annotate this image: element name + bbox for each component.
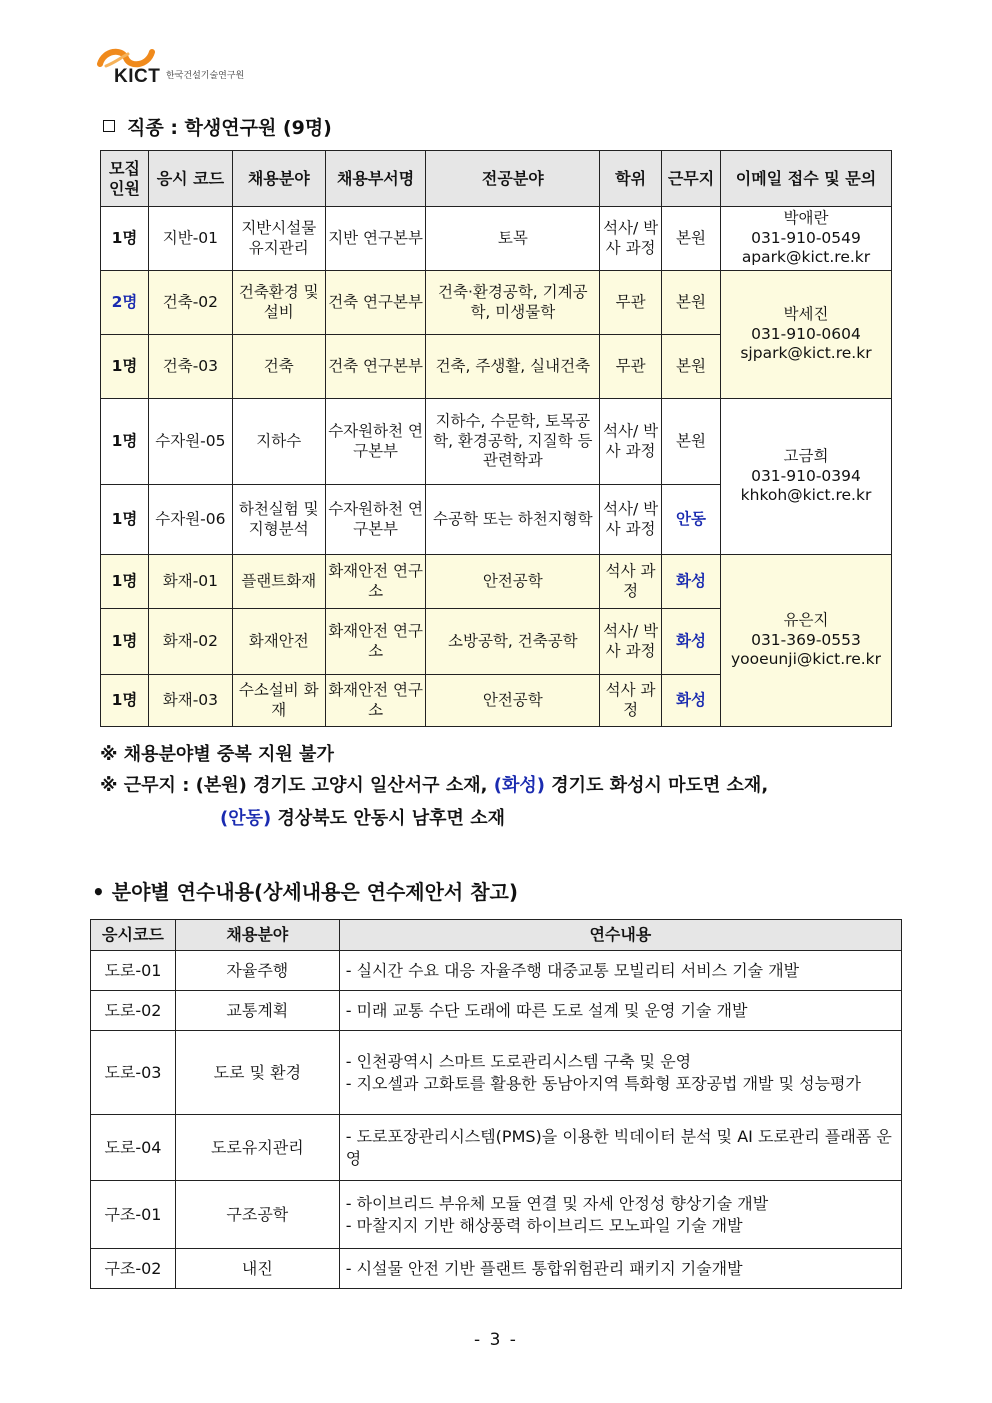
major-cell: 안전공학 <box>426 555 600 609</box>
table-header-row <box>91 920 902 951</box>
square-bullet-icon <box>103 120 115 132</box>
contact-email[interactable]: khkoh@kict.re.kr <box>740 486 872 505</box>
code-cell: 화재-01 <box>148 555 232 609</box>
place-cell: 화성 <box>662 675 721 727</box>
desc-cell <box>339 1031 901 1115</box>
major-cell: 안전공학 <box>426 675 600 727</box>
desc-item: - 도로포장관리시스템(PMS)을 이용한 빅데이터 분석 및 AI 도로관리 플래폼 운영 <box>345 1126 892 1168</box>
table-row <box>101 207 892 271</box>
field-cell: 건축환경 및 설비 <box>232 271 325 335</box>
desc-item: - 시설물 안전 기반 플랜트 통합위험관리 패키지 기술개발 <box>345 1258 743 1278</box>
dept-cell: 화재안전 연구소 <box>325 675 426 727</box>
field-cell: 건축 <box>232 335 325 399</box>
col-header: 이메일 접수 및 문의 <box>720 151 891 207</box>
contact-cell <box>720 399 891 555</box>
col-header: 전공분야 <box>426 151 600 207</box>
table-row <box>91 991 902 1031</box>
place-cell: 본원 <box>662 399 721 485</box>
place-cell: 본원 <box>662 271 721 335</box>
col-header: 모집 인원 <box>101 151 149 207</box>
field-cell: 도로유지관리 <box>175 1115 339 1181</box>
table-row <box>91 1115 902 1181</box>
code-cell: 화재-03 <box>148 675 232 727</box>
dept-cell: 화재안전 연구소 <box>325 555 426 609</box>
note-1: ※ 채용분야별 중복 지원 불가 <box>100 744 334 765</box>
field-cell: 지하수 <box>232 399 325 485</box>
code-cell: 지반-01 <box>148 207 232 271</box>
table-row <box>101 271 892 335</box>
code-cell: 구조-02 <box>91 1249 176 1289</box>
contact-name: 고금희 <box>783 447 829 466</box>
bullet-dot-icon: • <box>92 880 112 904</box>
major-cell: 수공학 또는 하천지형학 <box>426 485 600 555</box>
major-cell: 지하수, 수문학, 토목공학, 환경공학, 지질학 등 관련학과 <box>426 399 600 485</box>
desc-item: - 미래 교통 수단 도래에 따른 도로 설계 및 운영 기술 개발 <box>345 1000 748 1020</box>
note-3: (안동) 경상북도 안동시 남후면 소재 <box>220 808 505 829</box>
kict-logo <box>96 44 296 87</box>
degree-cell: 석사/ 박사 과정 <box>600 485 662 555</box>
desc-item: - 마찰지지 기반 해상풍력 하이브리드 모노파일 기술 개발 <box>345 1215 743 1235</box>
field-cell: 구조공학 <box>175 1181 339 1249</box>
contact-email[interactable]: yooeunji@kict.re.kr <box>730 650 882 669</box>
table-row <box>91 951 902 991</box>
table-row <box>91 1181 902 1249</box>
count-cell: 1명 <box>101 555 149 609</box>
desc-item: - 인천광역시 스마트 도로관리시스템 구축 및 운영 <box>345 1051 692 1071</box>
section1-title: 직종 : 학생연구원 (9명) <box>103 113 332 140</box>
desc-cell <box>339 951 901 991</box>
field-cell: 내진 <box>175 1249 339 1289</box>
dept-cell: 건축 연구본부 <box>325 271 426 335</box>
degree-cell: 석사/ 박사 과정 <box>600 399 662 485</box>
code-cell: 건축-02 <box>148 271 232 335</box>
degree-cell: 무관 <box>600 271 662 335</box>
place-cell: 화성 <box>662 555 721 609</box>
place-cell: 본원 <box>662 335 721 399</box>
code-cell: 건축-03 <box>148 335 232 399</box>
dept-cell: 지반 연구본부 <box>325 207 426 271</box>
section2-title: • 분야별 연수내용(상세내용은 연수제안서 참고) <box>92 880 518 904</box>
field-cell: 수소설비 화재 <box>232 675 325 727</box>
degree-cell: 석사 과정 <box>600 675 662 727</box>
degree-cell: 석사 과정 <box>600 555 662 609</box>
org-name: 한국건설기술연구원 <box>166 71 245 81</box>
table-row <box>101 399 892 485</box>
degree-cell: 석사/ 박사 과정 <box>600 609 662 675</box>
contact-phone: 031-910-0604 <box>751 324 861 343</box>
note-2: ※ 근무지 : (본원) 경기도 고양시 일산서구 소재, (화성) 경기도 화성시 마도면 소재, <box>100 775 769 796</box>
place-cell: 안동 <box>662 485 721 555</box>
count-cell: 1명 <box>101 675 149 727</box>
count-cell: 2명 <box>101 271 149 335</box>
code-cell: 수자원-06 <box>148 485 232 555</box>
desc-cell <box>339 1115 901 1181</box>
field-cell: 플랜트화재 <box>232 555 325 609</box>
major-cell: 토목 <box>426 207 600 271</box>
desc-item: - 실시간 수요 대응 자율주행 대중교통 모빌리티 서비스 기술 개발 <box>345 960 800 980</box>
col-header: 응시코드 <box>91 920 176 951</box>
field-cell: 자율주행 <box>175 951 339 991</box>
contact-cell <box>720 555 891 727</box>
place-cell: 본원 <box>662 207 721 271</box>
contact-email[interactable]: sjpark@kict.re.kr <box>740 344 872 363</box>
count-cell: 1명 <box>101 485 149 555</box>
code-cell: 도로-02 <box>91 991 176 1031</box>
dept-cell: 수자원하천 연구본부 <box>325 399 426 485</box>
training-table <box>90 919 902 1289</box>
dept-cell: 건축 연구본부 <box>325 335 426 399</box>
count-cell: 1명 <box>101 207 149 271</box>
field-cell: 하천실험 및 지형분석 <box>232 485 325 555</box>
code-cell: 화재-02 <box>148 609 232 675</box>
desc-item: - 지오셀과 고화토를 활용한 동남아지역 특화형 포장공법 개발 및 성능평가 <box>345 1073 861 1093</box>
col-header: 채용분야 <box>232 151 325 207</box>
contact-name: 박애란 <box>783 209 829 228</box>
contact-cell <box>720 271 891 399</box>
page-number: - 3 - <box>474 1330 518 1350</box>
contact-name: 유은지 <box>783 611 829 630</box>
desc-cell <box>339 991 901 1031</box>
table-row <box>91 1249 902 1289</box>
recruit-table <box>100 150 892 727</box>
logo-text: KICT <box>114 66 161 87</box>
table-row <box>101 555 892 609</box>
dept-cell: 수자원하천 연구본부 <box>325 485 426 555</box>
field-cell: 도로 및 환경 <box>175 1031 339 1115</box>
col-header: 응시 코드 <box>148 151 232 207</box>
contact-phone: 031-369-0553 <box>751 630 861 649</box>
code-cell: 도로-03 <box>91 1031 176 1115</box>
field-cell: 교통계획 <box>175 991 339 1031</box>
degree-cell: 석사/ 박사 과정 <box>600 207 662 271</box>
desc-cell <box>339 1181 901 1249</box>
dept-cell: 화재안전 연구소 <box>325 609 426 675</box>
code-cell: 구조-01 <box>91 1181 176 1249</box>
table-header-row <box>101 151 892 207</box>
desc-item: - 하이브리드 부유체 모듈 연결 및 자세 안정성 향상기술 개발 <box>345 1193 769 1213</box>
major-cell: 건축, 주생활, 실내건축 <box>426 335 600 399</box>
col-header: 학위 <box>600 151 662 207</box>
contact-name: 박세진 <box>783 305 829 324</box>
location-tag: (화성) <box>493 775 545 796</box>
count-cell: 1명 <box>101 609 149 675</box>
code-cell: 수자원-05 <box>148 399 232 485</box>
col-header: 채용분야 <box>175 920 339 951</box>
desc-cell <box>339 1249 901 1289</box>
count-cell: 1명 <box>101 399 149 485</box>
code-cell: 도로-04 <box>91 1115 176 1181</box>
col-header: 채용부서명 <box>325 151 426 207</box>
contact-cell <box>720 207 891 271</box>
code-cell: 도로-01 <box>91 951 176 991</box>
table-row <box>91 1031 902 1115</box>
col-header: 근무지 <box>662 151 721 207</box>
count-cell: 1명 <box>101 335 149 399</box>
degree-cell: 무관 <box>600 335 662 399</box>
contact-phone: 031-910-0394 <box>751 466 861 485</box>
field-cell: 지반시설물 유지관리 <box>232 207 325 271</box>
place-cell: 화성 <box>662 609 721 675</box>
col-header: 연수내용 <box>339 920 901 951</box>
field-cell: 화재안전 <box>232 609 325 675</box>
contact-email[interactable]: apark@kict.re.kr <box>741 248 871 267</box>
major-cell: 소방공학, 건축공학 <box>426 609 600 675</box>
major-cell: 건축·환경공학, 기계공학, 미생물학 <box>426 271 600 335</box>
location-tag: (안동) <box>220 808 272 829</box>
contact-phone: 031-910-0549 <box>751 228 861 247</box>
